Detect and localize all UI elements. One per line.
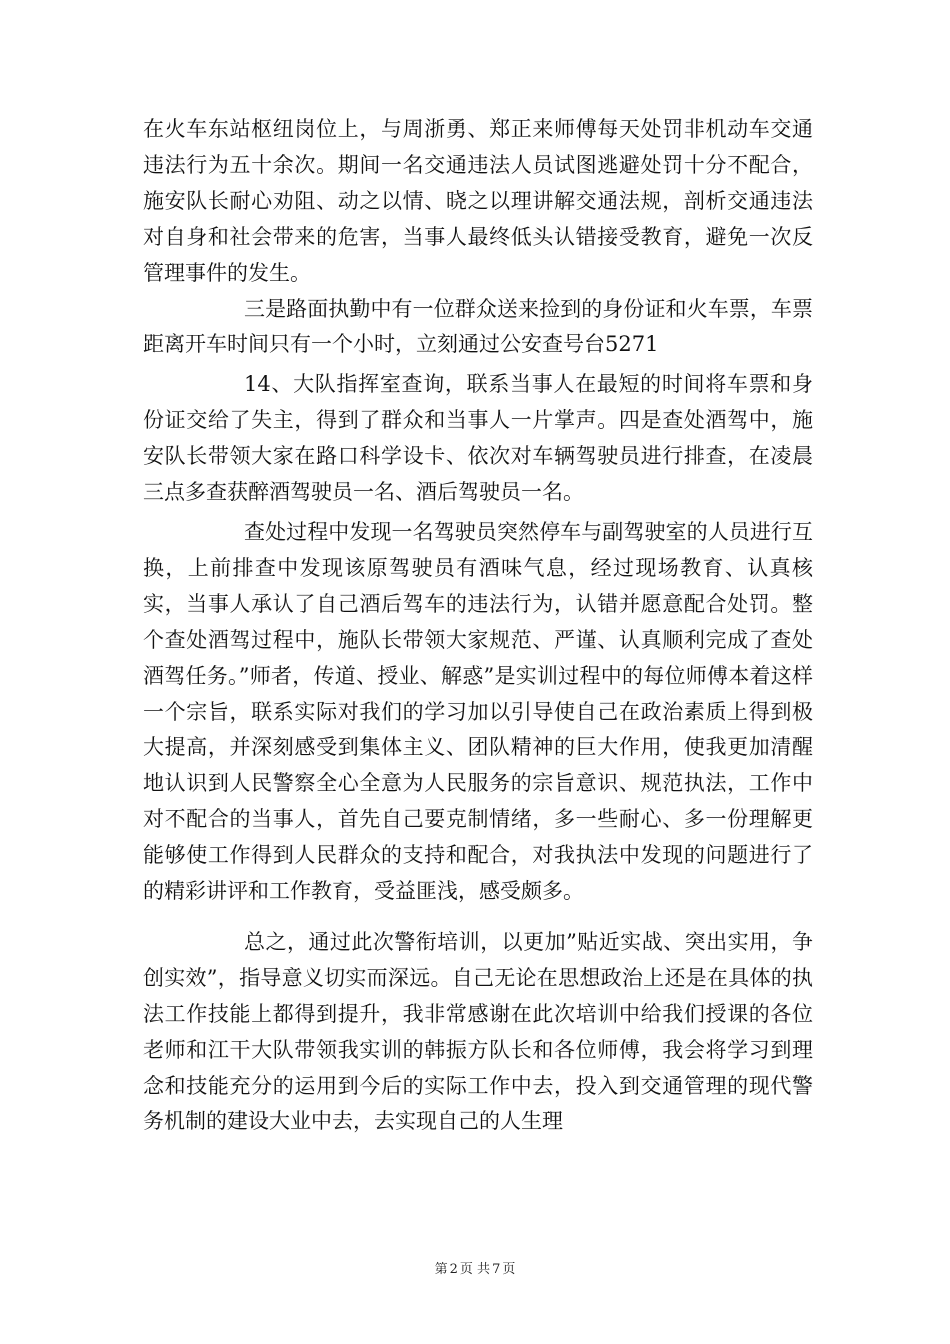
paragraph-2: 三是路面执勤中有一位群众送来捡到的身份证和火车票，车票距离开车时间只有一个小时，立刻通过公安查号台5271: [143, 296, 813, 357]
footer-middle: 页 共: [459, 1262, 491, 1277]
paragraph-4: 查处过程中发现一名驾驶员突然停车与副驾驶室的人员进行互换，上前排查中发现该原驾驶员有酒味气息，经过现场教育、认真核实，当事人承认了自己酒后驾车的违法行为，认错并愿意配合处罚。整个查处酒驾过程中，施队长带领大家规范、严谨、认真顺利完成了查处酒驾任务。”师者，传道、授业、解惑”是实训过程中的每位师傅本着这样一个宗旨，联系实际对我们的学习加以引导使自己在政治素质上得到极大提高，并深刻感受到集体主义、团队精神的巨大作用，使我更加清醒地认识到人民警察全心全意为人民服务的宗旨意识、规范执法，工作中对不配合的当事人，首先自己要克制情绪，多一些耐心、多一份理解更能够使工作得到人民群众的支持和配合，对我执法中发现的问题进行了的精彩讲评和工作教育，受益匪浅，感受颇多。: [143, 519, 813, 904]
paragraph-5: 总之，通过此次警衔培训，以更加”贴近实战、突出实用，争创实效”，指导意义切实而深远。自己无论在思想政治上还是在具体的执法工作技能上都得到提升，我非常感谢在此次培训中给我们授课的各位老师和江干大队带领我实训的韩振方队长和各位师傅，我会将学习到理念和技能充分的运用到今后的实际工作中去，投入到交通管理的现代警务机制的建设大业中去，去实现自己的人生理: [143, 929, 813, 1134]
document-body: [143, 112, 813, 1140]
footer-prefix: 第: [434, 1262, 448, 1277]
footer-total-pages: 7: [492, 1262, 501, 1277]
footer-current-page: 2: [449, 1262, 458, 1277]
paragraph-3: 14、大队指挥室查询，联系当事人在最短的时间将车票和身份证交给了失主，得到了群众和当事人一片掌声。四是查处酒驾中，施安队长带领大家在路口科学设卡、依次对车辆驾驶员进行排查，在凌晨三点多查获醉酒驾驶员一名、酒后驾驶员一名。: [143, 372, 813, 505]
page-number-footer: [0, 1258, 950, 1277]
paragraph-1: 在火车东站枢纽岗位上，与周浙勇、郑正来师傅每天处罚非机动车交通违法行为五十余次。期间一名交通违法人员试图逃避处罚十分不配合，施安队长耐心劝阻、动之以情、晓之以理讲解交通法规，剖析交通违法对自身和社会带来的危害，当事人最终低头认错接受教育，避免一次反管理事件的发生。: [143, 117, 813, 285]
footer-suffix: 页: [502, 1262, 516, 1277]
